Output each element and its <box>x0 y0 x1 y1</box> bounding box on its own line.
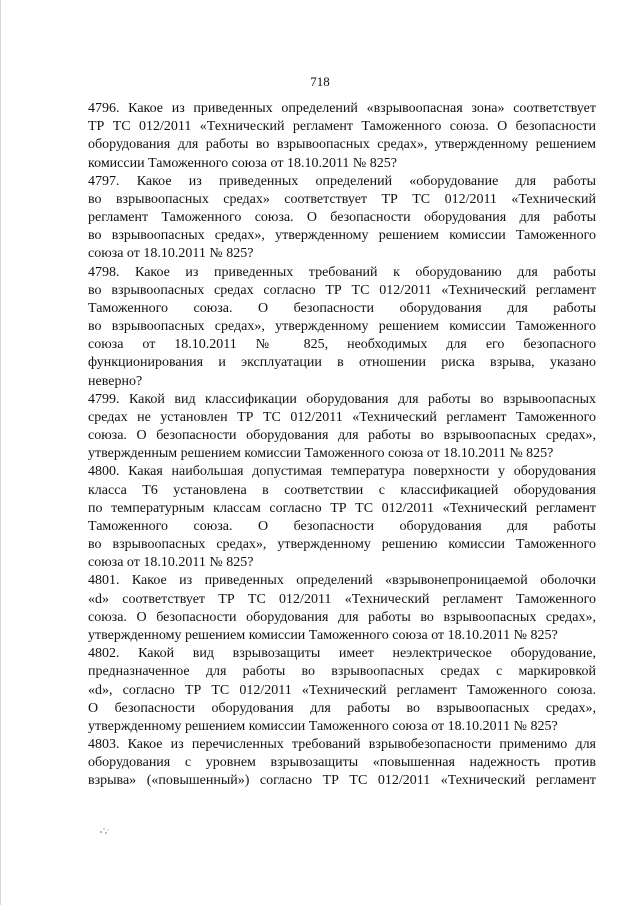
page-number: 718 <box>310 74 330 89</box>
text-line: регламент Таможенного союза. О безопасности оборудования для работы <box>88 210 596 226</box>
text-line: во взрывоопасных средах», утвержденному решением комиссии Таможенного <box>88 319 596 335</box>
text-line: 4798. Какое из приведенных требований к оборудованию для работы <box>88 264 596 280</box>
text-line: утвержденному решением комиссии Таможенного союза от 18.10.2011 № 825? <box>88 627 558 643</box>
text-line: ТР ТС 012/2011 «Технический регламент Таможенного союза. О безопасности <box>88 119 596 135</box>
text-line: союза. О безопасности оборудования для работы во взрывоопасных средах», <box>88 609 596 625</box>
text-line: оборудования с уровнем взрывозащиты «повышенная надежность против <box>88 755 596 771</box>
text-line: во взрывоопасных средах», утвержденному решением комиссии Таможенного <box>88 228 596 244</box>
question-4799 <box>88 391 596 464</box>
text-line: Таможенного союза. О безопасности оборудования для работы <box>88 518 596 534</box>
question-4800 <box>88 463 596 572</box>
question-4796 <box>88 100 596 173</box>
text-line: 4800. Какая наибольшая допустимая температура поверхности у оборудования <box>88 464 596 480</box>
text-line: средах не установлен ТР ТС 012/2011 «Технический регламент Таможенного <box>88 409 596 425</box>
question-4798 <box>88 264 596 391</box>
scan-speck-mark <box>98 826 110 836</box>
scan-edge <box>0 0 1 905</box>
text-line: 4803. Какое из перечисленных требований взрывобезопасности применимо для <box>88 737 596 753</box>
text-line: союза от 18.10.2011 № 825? <box>88 246 254 262</box>
text-line: союза от 18.10.2011 № 825, необходимых для его безопасного <box>88 337 596 353</box>
text-line: 4802. Какой вид взрывозащиты имеет неэлектрическое оборудование, <box>88 646 596 662</box>
text-line: комиссии Таможенного союза от 18.10.2011 № 825? <box>88 155 397 171</box>
text-line: 4801. Какое из приведенных определений «взрывонепроницаемой оболочки <box>88 573 596 589</box>
text-line: «d», согласно ТР ТС 012/2011 «Технический регламент Таможенного союза. <box>88 682 596 698</box>
text-line: «d» соответствует ТР ТС 012/2011 «Технический регламент Таможенного <box>88 591 596 607</box>
text-line: функционирования и эксплуатации в отношении риска взрыва, указано <box>88 355 596 371</box>
text-line: 4796. Какое из приведенных определений «взрывоопасная зона» соответствует <box>88 101 596 116</box>
question-4803 <box>88 736 596 791</box>
text-line: во взрывоопасных средах» соответствует ТР ТС 012/2011 «Технический <box>88 191 596 207</box>
text-line: предназначенное для работы во взрывоопасных средах с маркировкой <box>88 664 596 680</box>
text-line: союза. О безопасности оборудования для работы во взрывоопасных средах», <box>88 428 596 444</box>
text-line: О безопасности оборудования для работы во взрывоопасных средах», <box>88 700 596 716</box>
text-line: неверно? <box>88 373 143 389</box>
text-line: класса Т6 установлена в соответствии с классификацией оборудования <box>88 482 596 498</box>
text-line: Таможенного союза. О безопасности оборудования для работы <box>88 300 596 316</box>
question-4797 <box>88 173 596 264</box>
text-line: оборудования для работы во взрывоопасных средах», утвержденному решением <box>88 137 596 153</box>
text-line: утвержденному решением комиссии Таможенного союза от 18.10.2011 № 825? <box>88 718 558 734</box>
questions-body <box>88 100 596 791</box>
question-4801 <box>88 572 596 645</box>
text-line: утвержденным решением комиссии Таможенного союза от 18.10.2011 № 825? <box>88 446 554 462</box>
text-line: по температурным классам согласно ТР ТС 012/2011 «Технический регламент <box>88 500 596 516</box>
question-4802 <box>88 645 596 736</box>
text-line: взрыва» («повышенный») согласно ТР ТС 012/2011 «Технический регламент <box>88 773 596 789</box>
text-line: во взрывоопасных средах», утвержденному решению комиссии Таможенного <box>88 537 596 553</box>
text-line: во взрывоопасных средах согласно ТР ТС 012/2011 «Технический регламент <box>88 282 596 298</box>
text-line: 4799. Какой вид классификации оборудования для работы во взрывоопасных <box>88 391 596 407</box>
text-line: союза от 18.10.2011 № 825? <box>88 555 254 571</box>
text-line: 4797. Какое из приведенных определений «оборудование для работы <box>88 173 596 189</box>
